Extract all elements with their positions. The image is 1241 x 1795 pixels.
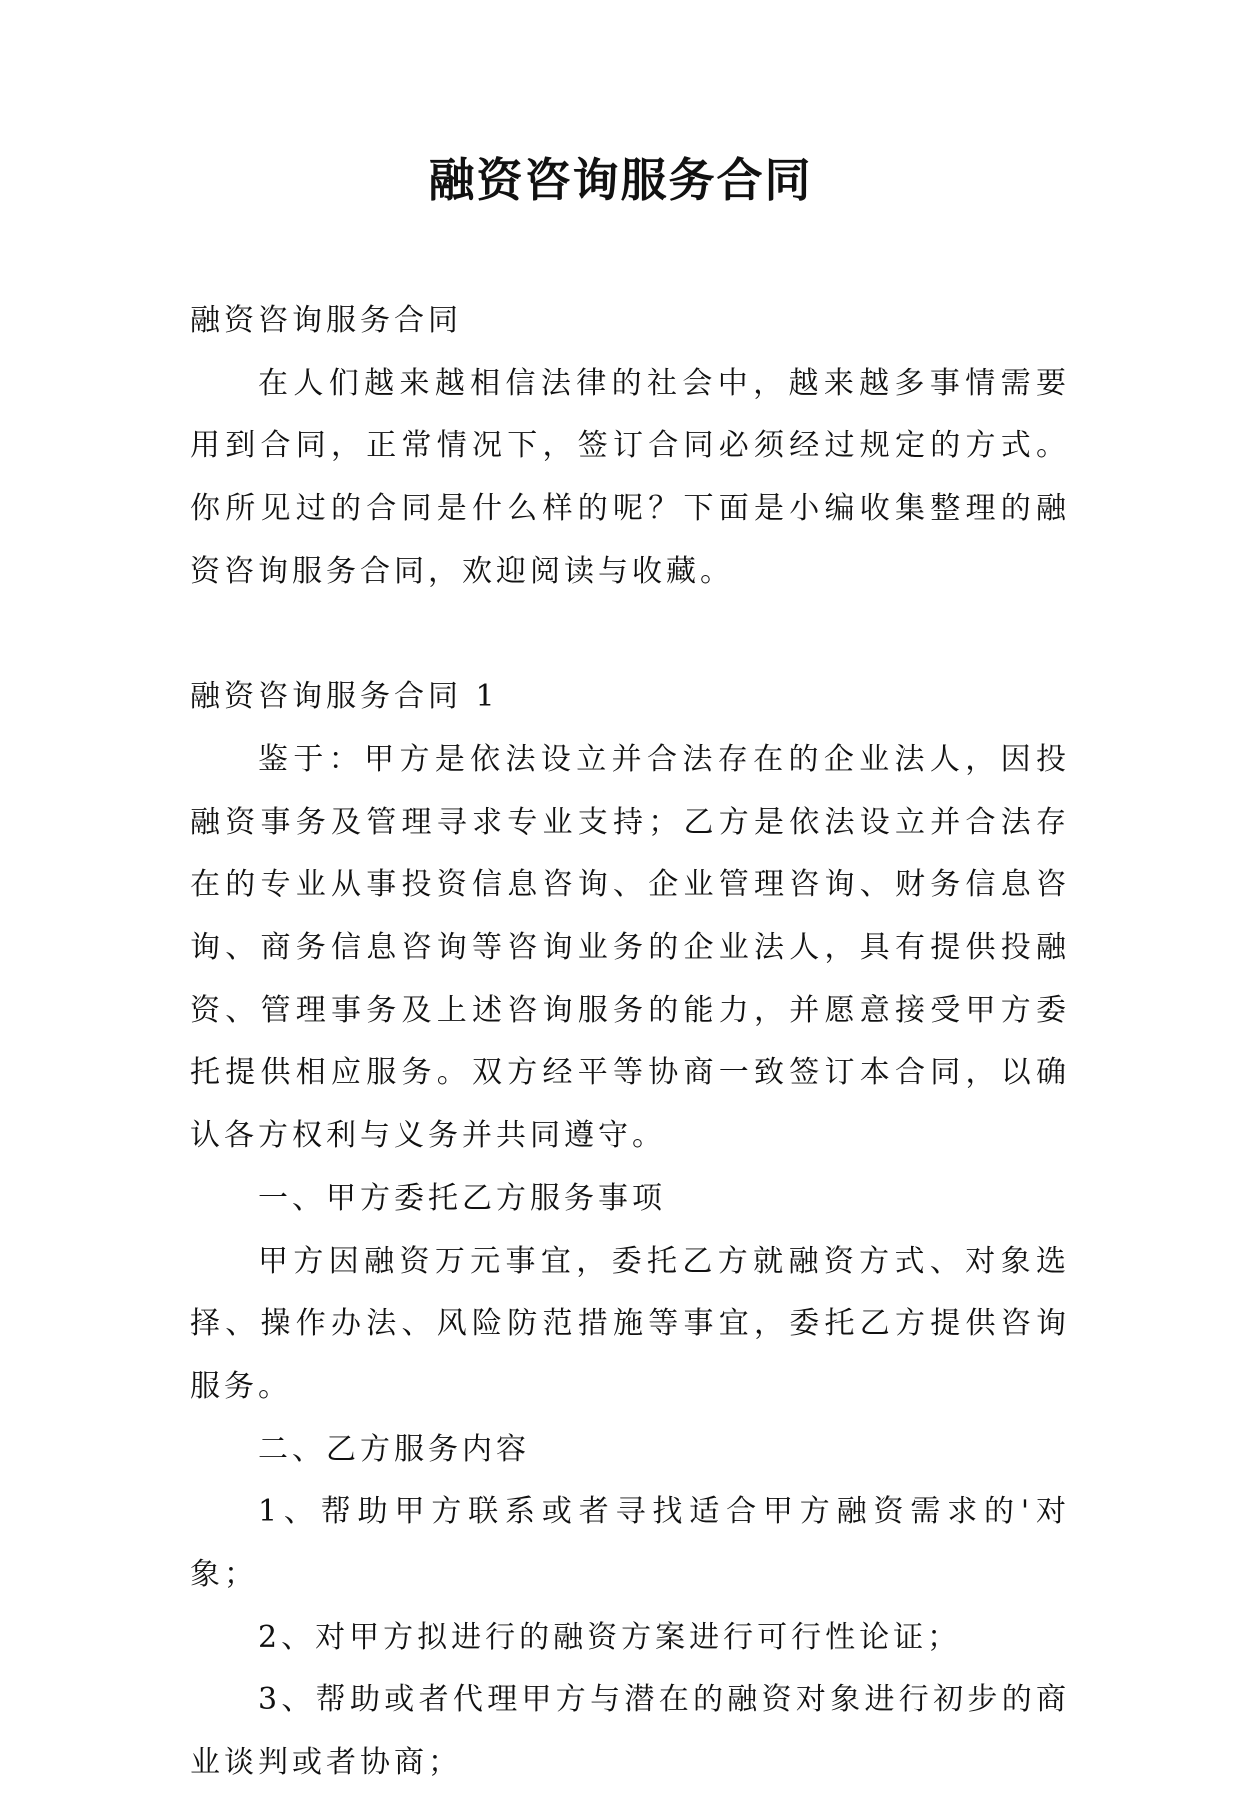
section-heading-contract-1: 融资咨询服务合同 1 <box>190 679 499 715</box>
clause-paragraph-1: 甲方因融资万元事宜，委托乙方就融资方式、对象选择、操作办法、风险防范措施等事宜，委托乙方提供咨询服务。 <box>190 1243 1070 1404</box>
clause-item-3: 3、帮助或者代理甲方与潜在的融资对象进行初步的商业谈判或者协商； <box>190 1682 1070 1781</box>
clause-heading-2: 二、乙方服务内容 <box>258 1431 530 1467</box>
clause-item-2: 2、对甲方拟进行的融资方案进行可行性论证； <box>258 1619 962 1655</box>
clause-heading-1: 一、甲方委托乙方服务事项 <box>258 1180 666 1216</box>
recital-paragraph: 鉴于：甲方是依法设立并合法存在的企业法人，因投融资事务及管理寻求专业支持；乙方是依法设立并合法存在的专业从事投资信息咨询、企业管理咨询、财务信息咨询、商务信息咨询等咨询业务的企业法人，具有提供投融资、管理事务及上述咨询服务的能力，并愿意接受甲方委托提供相应服务。双方经平等协商一致签订本合同，以确认各方权利与义务并共同遵守。 <box>190 741 1070 1154</box>
clause-item-1: 1、帮助甲方联系或者寻找适合甲方融资需求的'对象； <box>190 1494 1070 1593</box>
paragraph-gap <box>190 604 1070 667</box>
section-heading-intro: 融资咨询服务合同 <box>190 303 462 338</box>
document-title: 融资咨询服务合同 <box>428 153 813 207</box>
document-body <box>190 290 1070 1795</box>
intro-paragraph: 在人们越来越相信法律的社会中，越来越多事情需要用到合同，正常情况下，签订合同必须经过规定的方式。你所见过的合同是什么样的呢？下面是小编收集整理的融资咨询服务合同，欢迎阅读与收藏。 <box>190 365 1070 589</box>
